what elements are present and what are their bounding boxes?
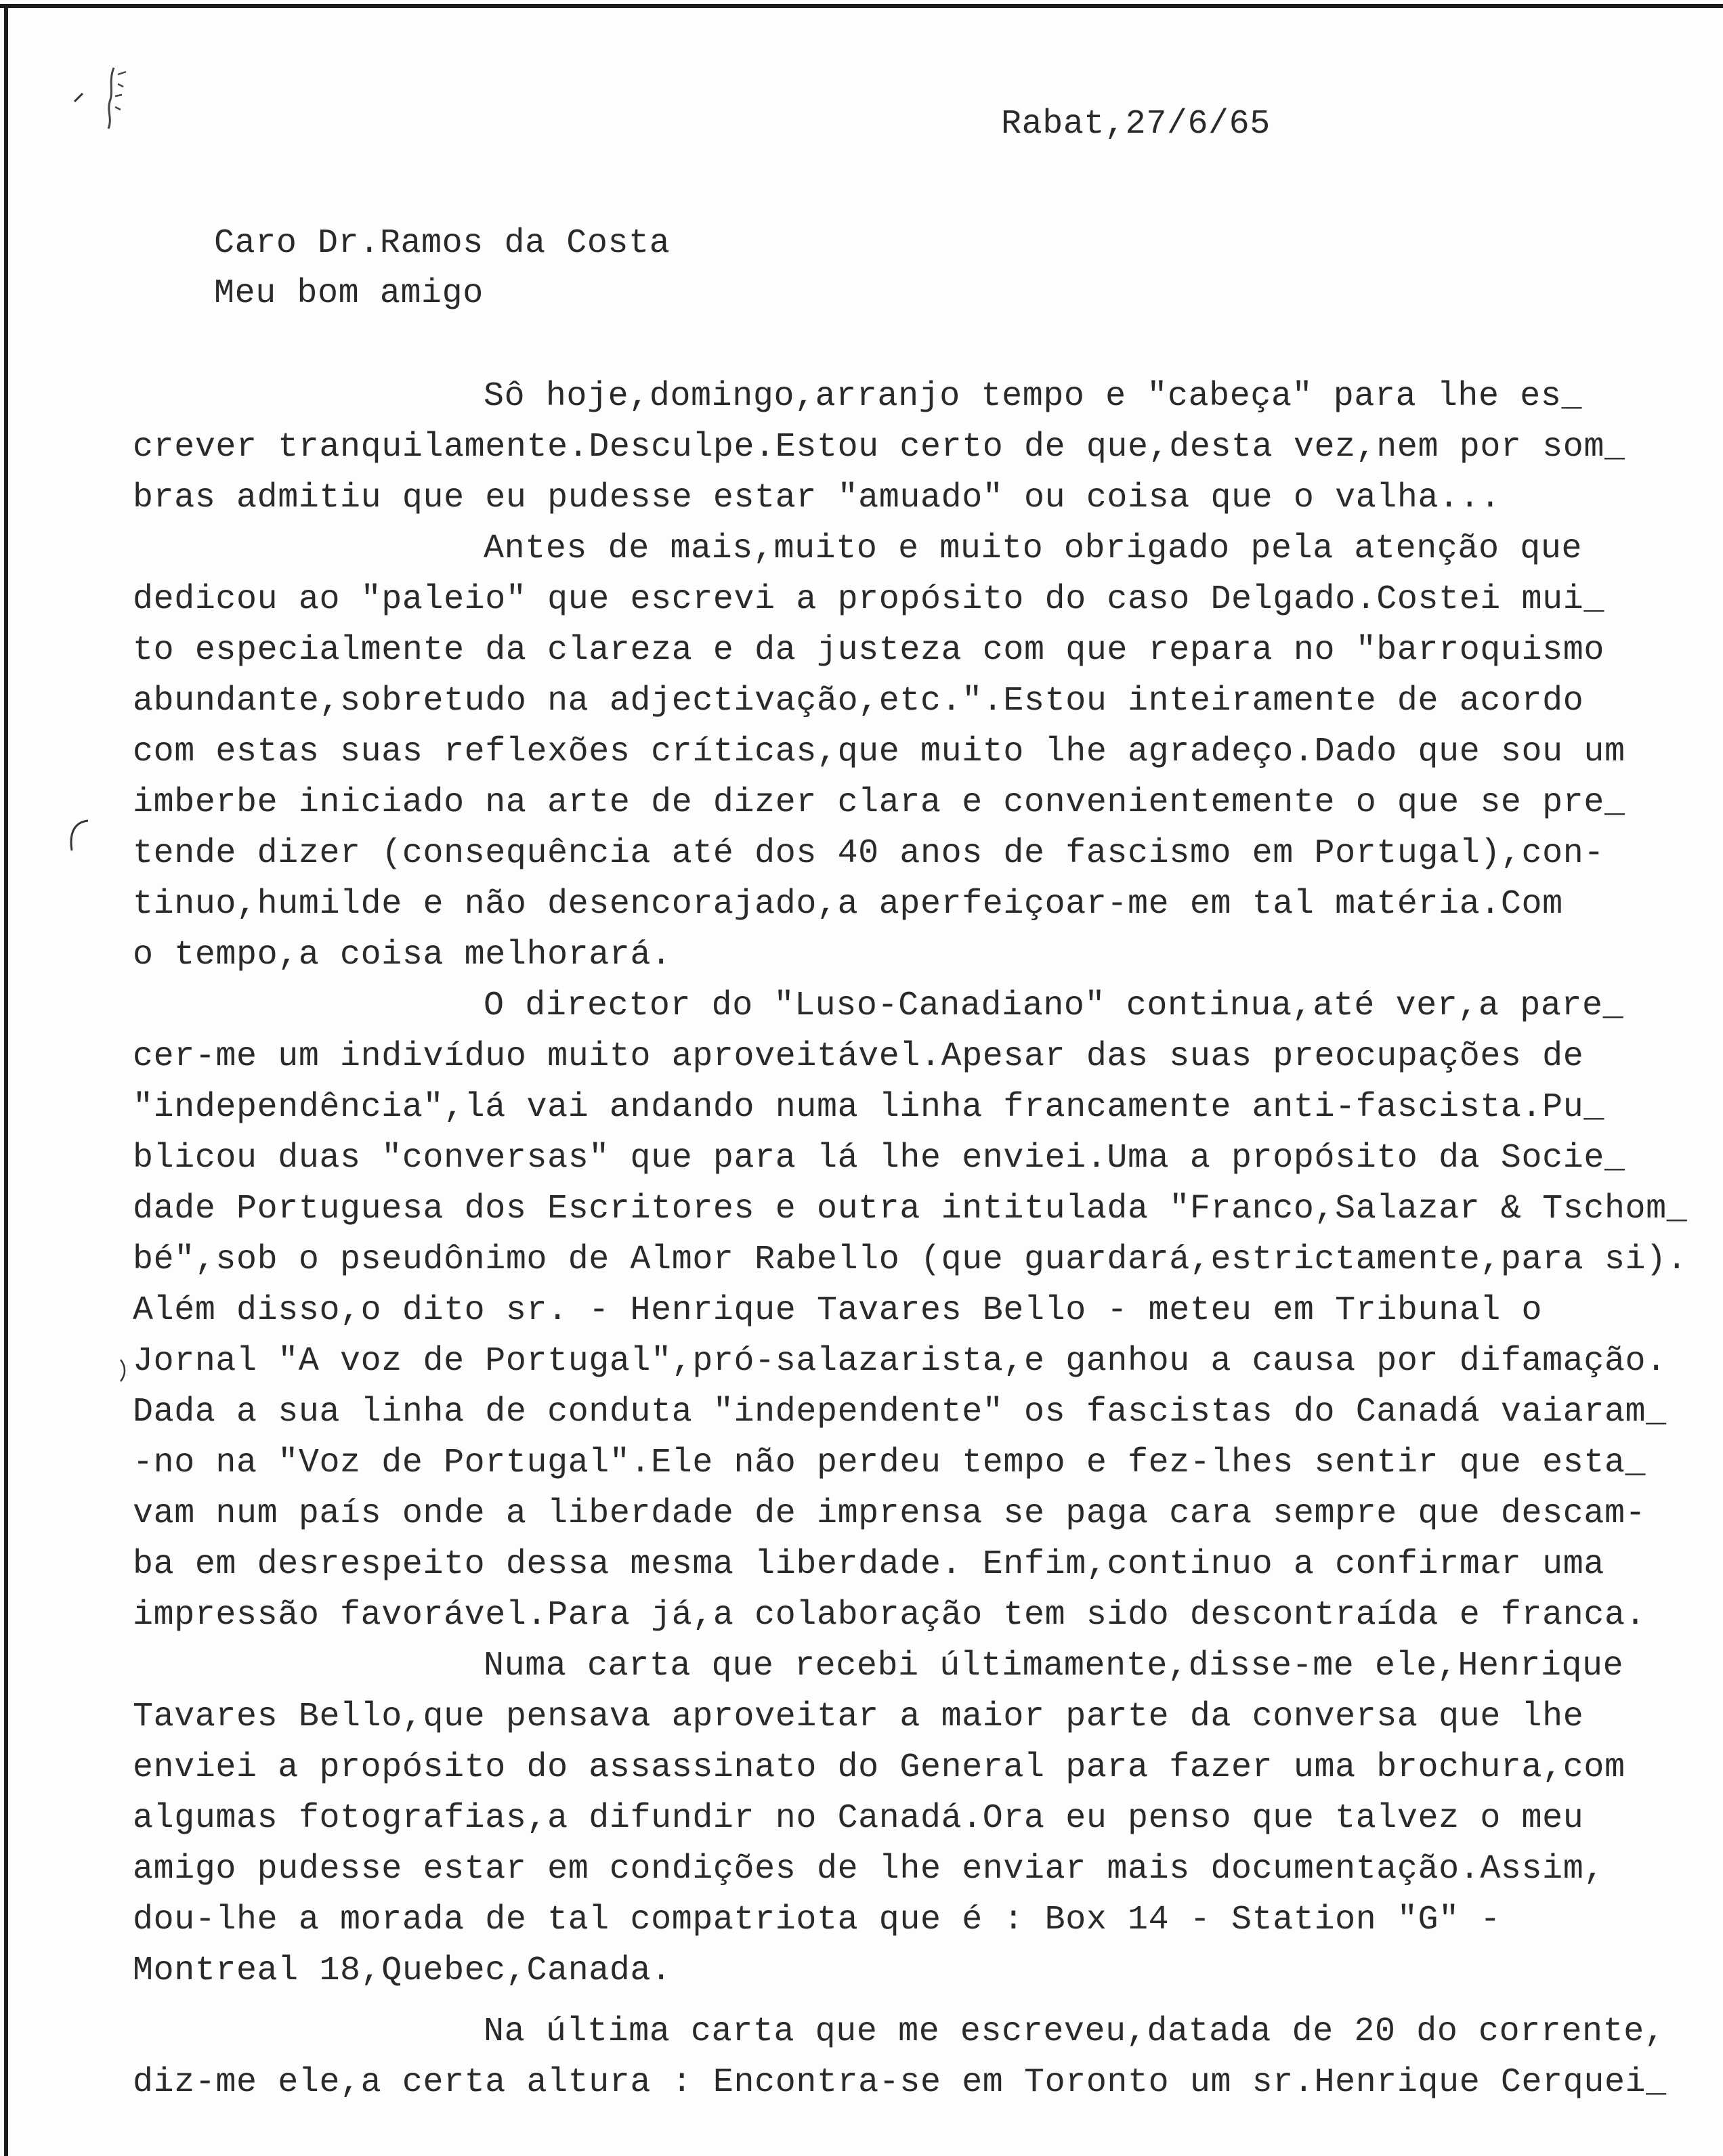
body-line: blicou duas "conversas" que para lá lhe enviei.Uma a propósito da Socie_ xyxy=(133,1139,1625,1178)
body-line: diz-me ele,a certa altura : Encontra-se em Toronto um sr.Henrique Cerquei_ xyxy=(133,2063,1667,2102)
body-line: bras admitiu que eu pudesse estar "amuado" ou coisa que o valha... xyxy=(133,479,1501,517)
body-line: -no na "Voz de Portugal".Ele não perdeu tempo e fez-lhes sentir que esta_ xyxy=(133,1444,1646,1482)
body-line: o tempo,a coisa melhorará. xyxy=(133,936,672,974)
body-line: vam num país onde a liberdade de imprensa se paga cara sempre que descam- xyxy=(133,1494,1646,1533)
body-line: Além disso,o dito sr. - Henrique Tavares Bello - meteu em Tribunal o xyxy=(133,1291,1543,1330)
body-line: to especialmente da clareza e da justeza com que repara no "barroquismo xyxy=(133,631,1604,670)
salutation-line: Caro Dr.Ramos da Costa xyxy=(214,224,671,263)
body-line: dade Portuguesa dos Escritores e outra intitulada "Franco,Salazar & Tschom_ xyxy=(133,1190,1688,1228)
body-line: Na última carta que me escreveu,datada de 20 do corrente, xyxy=(484,2012,1665,2051)
body-line: dou-lhe a morada de tal compatriota que é : Box 14 - Station "G" - xyxy=(133,1901,1501,1939)
body-line: ba em desrespeito dessa mesma liberdade. Enfim,continuo a confirmar uma xyxy=(133,1545,1604,1584)
body-line: impressão favorável.Para já,a colaboração tem sido descontraída e franca. xyxy=(133,1596,1646,1635)
body-line: tinuo,humilde e não desencorajado,a aperfeiçoar-me em tal matéria.Com xyxy=(133,885,1563,924)
body-line: enviei a propósito do assassinato do General para fazer uma brochura,com xyxy=(133,1748,1625,1787)
body-line: bé",sob o pseudônimo de Almor Rabello (que guardará,estrictamente,para si). xyxy=(133,1241,1688,1279)
body-line: "independência",lá vai andando numa linha francamente anti-fascista.Pu_ xyxy=(133,1088,1604,1127)
top-border xyxy=(0,4,1723,8)
body-line: com estas suas reflexões críticas,que muito lhe agradeço.Dado que sou um xyxy=(133,733,1625,771)
body-line: amigo pudesse estar em condições de lhe enviar mais documentação.Assim, xyxy=(133,1850,1604,1889)
body-line: Antes de mais,muito e muito obrigado pela atenção que xyxy=(484,530,1583,568)
body-line: Dada a sua linha de conduta "independente" os fascistas do Canadá vaiaram_ xyxy=(133,1393,1667,1431)
body-line: tende dizer (consequência até dos 40 anos de fascismo em Portugal),con- xyxy=(133,834,1604,873)
body-line: Sô hoje,domingo,arranjo tempo e "cabeça" para lhe es_ xyxy=(484,377,1583,416)
margin-tick-icon xyxy=(116,1357,130,1384)
body-line: Montreal 18,Quebec,Canada. xyxy=(133,1952,672,1990)
body-line: dedicou ao "paleio" que escrevi a propósito do caso Delgado.Costei mui_ xyxy=(133,580,1604,619)
salutation-line: Meu bom amigo xyxy=(214,274,484,313)
body-line: Numa carta que recebi últimamente,disse-me ele,Henrique xyxy=(484,1647,1624,1685)
body-line: crever tranquilamente.Desculpe.Estou certo de que,desta vez,nem por som_ xyxy=(133,428,1625,467)
body-line: abundante,sobretudo na adjectivação,etc.".Estou inteiramente de acordo xyxy=(133,682,1584,720)
left-border xyxy=(4,4,8,2156)
body-line: algumas fotografias,a difundir no Canadá.Ora eu penso que talvez o meu xyxy=(133,1799,1584,1838)
pencil-mark-icon xyxy=(61,54,156,135)
body-line: imberbe iniciado na arte de dizer clara e convenientemente o que se pre_ xyxy=(133,783,1625,822)
letter-date: Rabat,27/6/65 xyxy=(1001,105,1271,144)
body-line: O director do "Luso-Canadiano" continua,até ver,a pare_ xyxy=(484,987,1624,1025)
body-line: Jornal "A voz de Portugal",pró-salazarista,e ganhou a causa por difamação. xyxy=(133,1342,1667,1381)
body-line: Tavares Bello,que pensava aproveitar a maior parte da conversa que lhe xyxy=(133,1698,1584,1736)
body-line: cer-me um indivíduo muito aproveitável.Apesar das suas preocupações de xyxy=(133,1037,1584,1076)
margin-bracket-icon xyxy=(65,815,92,856)
